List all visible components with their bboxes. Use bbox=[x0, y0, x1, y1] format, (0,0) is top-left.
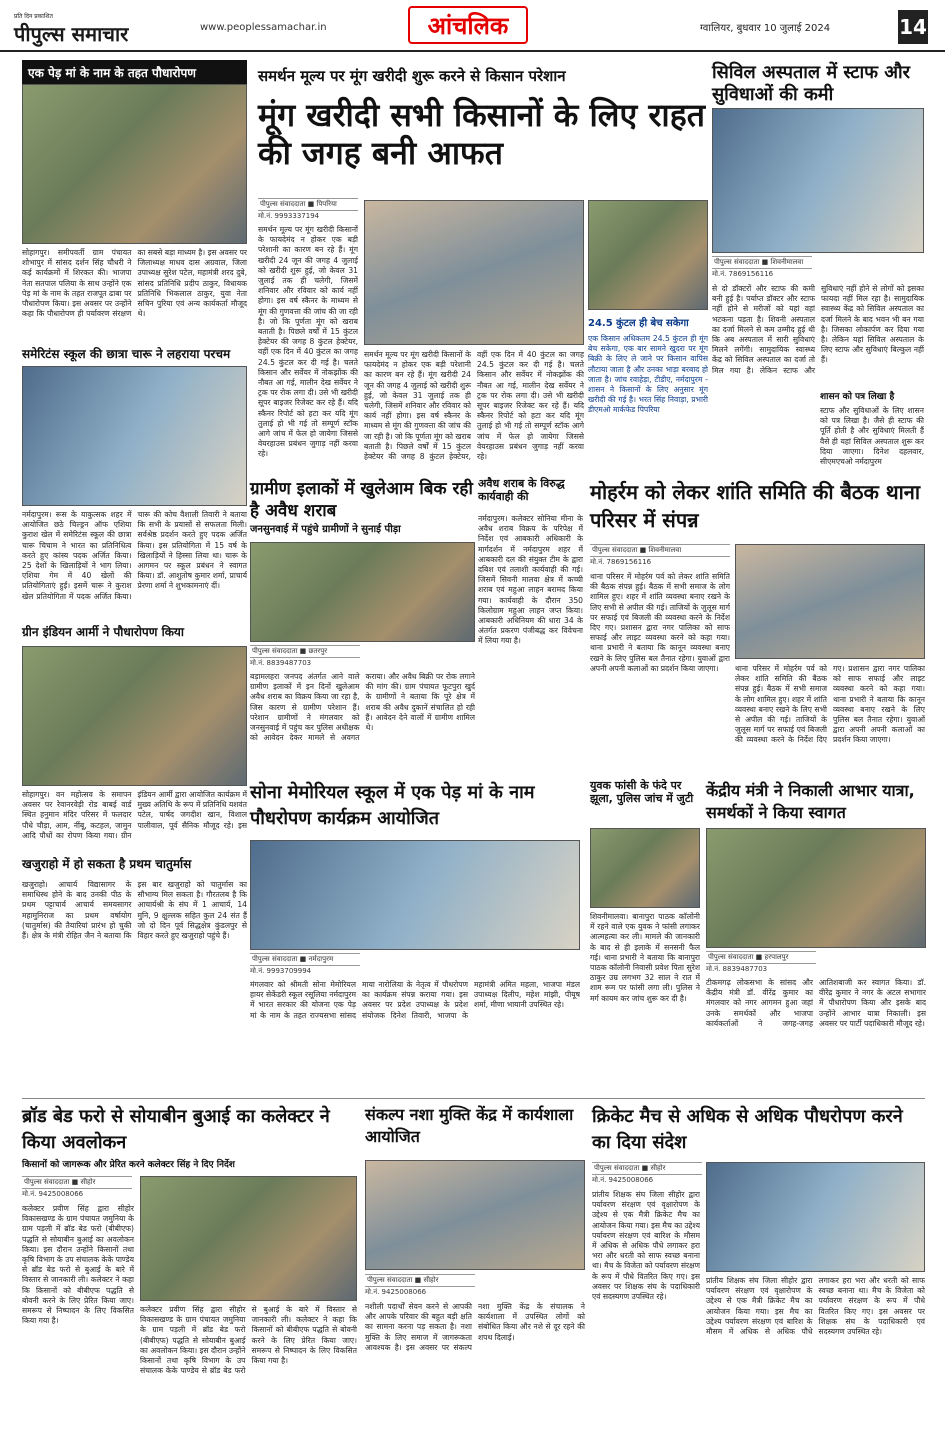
story-13-headline: खजुराहो में हो सकता है प्रथम चातुर्मास bbox=[22, 857, 192, 871]
story-4-headline: सिविल अस्पताल में स्टाफ और सुविधाओं की कमी bbox=[712, 62, 911, 105]
story-8-byline: पीपुल्स संवाददाता ■ शिवनीमालवा bbox=[590, 544, 730, 557]
story-6-body: बड़ामलहरा जनपद अंतर्गत आने वाले ग्रामीण इलाकों में इन दिनों खुलेआम अवैध शराब का विक्रय किया जा रहा है, जिस कारण से ग्रामीण परेशान हैं। परेशान ग्रामीणों ने मंगलवार को जनसुनवाई में पहुंच कर पुलिस अधीक्षक को आवेदन देकर मामले से अवगत कराया। और अवैध बिक्री पर रोक लगाने की मांग की। ग्राम पंचायत फूटपुरा खुर्द के ग्रामीणों ने बताया कि पूरे क्षेत्र में शराब की अवैध दुकानें संचालित हो रही हैं। आवेदन देने वालों में ग्रामीण शामिल थे। bbox=[250, 672, 475, 743]
story-6-photo bbox=[250, 542, 475, 642]
story-14-body: कलेक्टर प्रवीण सिंह द्वारा सीहोर विकासखण्ड के ग्राम पंचायत जमुनिया के ग्राम पड़ली में ब्रॉड बेड फरो (बीबीएफ) पद्धति से सोयाबीन बुआई का अवलोकन किया। इस दौरान उन्होंने किसानों तथा कृषि विभाग के उप संचालक केके पाण्डेय से ब्रॉड बेड फरो से बुआई के बारे में विस्तार से जानकारी ली। कलेक्टर ने कहा कि किसानों को बीबीएफ पद्धति से बोवनी करने के लिए प्रेरित किया जाए। समरूप से निष्पादन के लिए विकसित किया गया है। bbox=[22, 1204, 134, 1326]
story-13-body: खजुराहो। आचार्य विद्यासागर के समाधिस्थ होने के बाद उनकी पीठ के प्रथम पट्टाचार्य आचार्य समयसागर महामुनिराज का प्रथम वर्षायोग (चातुर्मास) की तैयारियां प्रारंभ हो चुकी हैं। क्षेत्र के मंत्री रोहित जैन ने बताया कि इस बार खजुराहो को चातुर्मास का सौभाग्य मिल सकता है। गौरतलब है कि आचार्यश्री के संघ में 1 आचार्य, 14 मुनि, 9 क्षुल्लक सहित कुल 24 संत हैं जो दो दिन पूर्व सिद्धक्षेत्र कुंडलपुर से विहार करते हुए खजुराहो पहुंचे हैं। bbox=[22, 880, 247, 941]
story-11-body: शिवनीमालवा। बानापुरा पाठक कॉलोनी में रहने वाले एक युवक ने फांसी लगाकर आत्महत्या कर ली। मामले की जानकारी के बाद से ही इलाके में सनसनी फैल गई। थाना प्रभारी ने बताया कि बानापुरा पाठक कॉलोनी निवासी प्रवेश पिता सुरेश ठाकुर उम्र लगभग 32 साल ने रात में शाम रूम पर फांसी लगा ली। पुलिस ने मर्ग कायम कर जांच शुरू कर दी है। bbox=[590, 912, 700, 1003]
story-10-headline: सोना मेमोरियल स्कूल में एक पेड़ मां के नाम पौधरोपण कार्यक्रम आयोजित bbox=[250, 782, 535, 829]
story-2-photo-2 bbox=[588, 200, 708, 310]
story-15-headline: संकल्प नशा मुक्ति केंद्र में कार्यशाला आयोजित bbox=[365, 1105, 574, 1146]
story-9-photo bbox=[22, 646, 247, 786]
story-10-body: मंगलवार को श्रीमती सोना मेमोरियल हायर सेकेंडरी स्कूल रसूलिया नर्मदापुरम में भारत सरकार की योजना एक पेड़ मां के नाम के तहत राज्यसभा सांसद माया नारोलिया के नेतृत्व में पौधरोपण का कार्यक्रम संपन्न कराया गया। इस अवसर पर प्रदेश उपाध्यक्ष के प्रदेश संयोजक दिनेश तिवारी, भाजपा के महामंत्री अमित महला, भाजपा मंडल उपाध्यक्ष दिलीप, महेश मांझी, पीयूष शर्मा, मीणा भायानी उपस्थित रहे। bbox=[250, 980, 580, 1020]
story-14-photo bbox=[140, 1176, 357, 1301]
logo-text: पीपुल्स समाचार bbox=[14, 22, 129, 46]
story-2-body: समर्थन मूल्य पर मूंग खरीदी किसानों के फायदेमंद न होकर एक बड़ी परेशानी का कारण बन रहे हैं। मूंग खरीदी 24 जून की जगह 4 जुलाई को खरीदी शुरू हुई, जो केवल 31 जुलाई तक ही चलेगी, जिसमें शनिवार और रविवार को कार्य नहीं होगा। इस वर्ष स्कैनर के माध्यम से मूंग की गुणवत्ता की जांच की जा रही है। जो कि पूर्णता मूंग को खराब बताती है। पिछले वर्षों में 15 कुंटल हेक्टेयर की जगह 8 कुंटल हेक्टेयर, वहीं एक दिन में 40 कुंटल का जगह 24.5 कुंटल कर दी गई है। चलते किसान और सर्वेयर में नोकझोंक की नौबत आ गई, मालीन देख सर्वेयर ने ट्रक पर रोक लगा दी। उसे भी खरीदी सूपर बाइजर रिजेक्ट कर रहे हैं। यदि स्कैनर रिपोर्ट को हटा कर यदि मूंग तुलाई हो भी गई तो सम्पूर्ण स्टॉक आगे जांच में फेल हो जायेगा जिससे वेयरहाउस प्रबंधन जुगाड़ नहीं करवा रहे। bbox=[258, 225, 358, 459]
story-10-byline: पीपुल्स संवाददाता ■ नर्मदापुरम bbox=[250, 953, 360, 966]
dateline: ग्वालियर, बुधवार 10 जुलाई 2024 bbox=[700, 23, 831, 34]
page-number: 14 bbox=[898, 10, 928, 44]
story-7-headline: अवैध शराब के विरुद्ध कार्यवाही की bbox=[478, 477, 565, 503]
story-12-photo bbox=[706, 828, 926, 948]
story-4-quote: स्टाफ और सुविधाओं के लिए शासन को पत्र लिखा है। जैसे ही स्टाफ की पूर्ति होती है और सुविधाएं मिलती हैं वैसे ही यहां सिविल अस्पताल शुरू कर दिया जाएगा। दिनेश दहलवार, सीएमएचओ नर्मदापुरम bbox=[820, 406, 924, 467]
website-url[interactable]: www.peoplessamachar.in bbox=[200, 22, 327, 33]
story-8-contact: मो.नं. 7869156116 bbox=[590, 558, 652, 566]
story-8-body-cont: थाना परिसर में मोहर्रम पर्व को लेकर शांति समिति की बैठक संपन्न हुई। बैठक में सभी समाज के लोग शामिल हुए। शहर में शांति व्यवस्था बनाए रखने के लिए सभी से अपील की गई। ताजियों के जुलूस मार्ग पर सफाई एवं बिजली की व्यवस्था करने के निर्देश दिए गए। प्रशासन द्वारा नगर पालिका को साफ सफाई और लाइट व्यवस्था करने को कहा गया। थाना प्रभारी ने बताया कि कानून व्यवस्था बनाए रखने के लिए पुलिस बल तैनात रहेगा। युवाओं द्वारा अपनी अपनी कलाओं का प्रदर्शन किया जाएगा। bbox=[735, 664, 925, 745]
story-5-photo bbox=[22, 366, 247, 506]
logo-tagline: प्रति दिन प्रकाशित bbox=[14, 13, 53, 20]
story-1-headline: एक पेड़ मां के नाम के तहत पौधारोपण bbox=[22, 60, 247, 85]
story-8-body: थाना परिसर में मोहर्रम पर्व को लेकर शांति समिति की बैठक संपन्न हुई। बैठक में सभी समाज के लोग शामिल हुए। शहर में शांति व्यवस्था बनाए रखने के लिए सभी से अपील की गई। ताजियों के जुलूस मार्ग पर सफाई एवं बिजली की व्यवस्था करने के निर्देश दिए गए। प्रशासन द्वारा नगर पालिका को साफ सफाई और लाइट व्यवस्था करने को कहा गया। थाना प्रभारी ने बताया कि कानून व्यवस्था बनाए रखने के लिए पुलिस बल तैनात रहेगा। युवाओं द्वारा अपनी अपनी कलाओं का प्रदर्शन किया जाएगा। bbox=[590, 572, 730, 673]
story-14-contact: मो.नं. 9425008066 bbox=[22, 1190, 84, 1198]
story-16-headline: क्रिकेट मैच से अधिक से अधिक पौधरोपण करने का दिया संदेश bbox=[592, 1106, 903, 1153]
story-16-byline: पीपुल्स संवाददाता ■ सीहोर bbox=[592, 1162, 702, 1175]
story-12-contact: मो.नं. 8839487703 bbox=[706, 965, 768, 973]
divider bbox=[22, 1098, 925, 1099]
story-2-photo-1 bbox=[364, 200, 584, 345]
story-7-body: नर्मदापुरम। कलेक्टर सोनिया मीना के अवैध शराब विक्रय के परिपेक्ष में निर्देश एवं आबकारी अधिकारी के मार्गदर्शन में नर्मदापुरम शहर में आबकारी दल की संयुक्त टीम के द्वारा दबिश एवं तलाशी कार्यवाही की गई। जिसमें सिवनी मालवा क्षेत्र में कच्ची शराब एवं महुआ लाहन बरामद किया गया। कार्यवाही के दौरान 350 किलोग्राम महुआ लाहन जप्त किया। आबकारी अधिनियम की धारा 34 के अंतर्गत प्रकरण पंजीबद्ध कर विवेचना में लिया गया है। bbox=[478, 514, 583, 646]
story-8-headline: मोहर्रम को लेकर शांति समिति की बैठक थाना परिसर में संपन्न bbox=[590, 480, 921, 532]
story-2-kicker: समर्थन मूल्य पर मूंग खरीदी शुरू करने से किसान परेशान bbox=[258, 67, 566, 85]
story-2-byline: पीपुल्स संवाददाता ■ पिपरिया bbox=[258, 198, 358, 211]
story-14-byline: पीपुल्स संवाददाता ■ सीहोर bbox=[22, 1176, 132, 1189]
story-14-headline: ब्रॉड बेड फरो से सोयाबीन बुआई का कलेक्टर ने किया अवलोकन bbox=[22, 1106, 330, 1153]
story-1-photo bbox=[22, 84, 247, 244]
story-10-contact: मो.नं. 9993709994 bbox=[250, 967, 312, 975]
story-5-headline: समेरिटंस स्कूल की छात्रा चारू ने लहराया परचम bbox=[22, 347, 231, 361]
story-16-photo bbox=[706, 1162, 925, 1272]
story-4-photo bbox=[712, 108, 924, 253]
story-2-contact: मो.नं. 9993337194 bbox=[258, 212, 320, 220]
story-6-headline: ग्रामीण इलाकों में खुलेआम बिक रही है अवैध शराब bbox=[250, 479, 473, 521]
story-11-photo bbox=[590, 828, 700, 908]
story-4-subhead: शासन को पत्र लिखा है bbox=[820, 392, 895, 402]
story-15-photo bbox=[365, 1160, 585, 1270]
story-16-body-cont: प्रांतीय शिक्षक संघ जिला सीहोर द्वारा पर्यावरण संरक्षण एवं वृक्षारोपण के उद्देश्य से एक मैत्री क्रिकेट मैच का आयोजन किया गया। इस मैच का उद्देश्य पर्यावरण संरक्षण एवं बारिश के मौसम में अधिक से अधिक पौधे लगाकर हरा भरा और धरती को साफ स्वच्छ बनाना था। मैच के विजेता को पर्यावरण संरक्षण के रूप में पौधे वितरित किए गए। इस अवसर पर शिक्षक संघ के पदाधिकारी एवं सदस्यगण उपस्थित रहे। bbox=[706, 1276, 925, 1337]
story-15-body: नशीली पदार्थों सेवन करने से आपकी और आपके परिवार की बहुत बड़ी क्षति का सामना करना पड़ सकता है। नशा मुक्ति के लिए समाज में जागरूकता आवश्यक है। इस अवसर पर संकल्प नशा मुक्ति केंद्र के संचालक ने कार्यशाला में उपस्थित लोगों को संबोधित किया और नशे से दूर रहने की शपथ दिलाई। bbox=[365, 1302, 585, 1352]
story-9-headline: ग्रीन इंडियन आर्मी ने पौधारोपण किया bbox=[22, 625, 184, 639]
story-4-contact: मो.नं. 7869156116 bbox=[712, 270, 774, 278]
story-6-contact: मो.नं. 8839487703 bbox=[250, 659, 312, 667]
story-12-body: टीकमगढ़ लोकसभा के सांसद और केंद्रीय मंत्री डॉ. वीरेंद्र कुमार का मंगलवार को नगर आगमन हुआ जहां उनके समर्थकों और भाजपा कार्यकर्ताओं ने जगह-जगह आतिशबाजी कर स्वागत किया। डॉ. वीरेंद्र कुमार ने नगर के अटल सभागार में पौधारोपण किया और इसके बाद उन्होंने आभार यात्रा निकाली। इस अवसर पर पार्टी पदाधिकारी मौजूद रहे। bbox=[706, 978, 926, 1028]
story-6-subhead: जनसुनवाई में पहुंचे ग्रामीणों ने सुनाई पीड़ा bbox=[250, 524, 401, 535]
story-12-byline: पीपुल्स संवाददाता ■ हरपालपुर bbox=[706, 951, 816, 964]
story-10-photo bbox=[250, 840, 580, 950]
story-15-byline: पीपुल्स संवाददाता ■ सीहोर bbox=[365, 1274, 475, 1287]
story-14-body-cont: कलेक्टर प्रवीण सिंह द्वारा सीहोर विकासखण्ड के ग्राम पंचायत जमुनिया के ग्राम पड़ली में ब्रॉड बेड फरो (बीबीएफ) पद्धति से सोयाबीन बुआई का अवलोकन किया। इस दौरान उन्होंने किसानों तथा कृषि विभाग के उप संचालक केके पाण्डेय से ब्रॉड बेड फरो से बुआई के बारे में विस्तार से जानकारी ली। कलेक्टर ने कहा कि किसानों को बीबीएफ पद्धति से बोवनी करने के लिए प्रेरित किया जाए। समरूप से निष्पादन के लिए विकसित किया गया है। bbox=[140, 1305, 357, 1376]
story-16-body: प्रांतीय शिक्षक संघ जिला सीहोर द्वारा पर्यावरण संरक्षण एवं वृक्षारोपण के उद्देश्य से एक मैत्री क्रिकेट मैच का आयोजन किया गया। इस मैच का उद्देश्य पर्यावरण संरक्षण एवं बारिश के मौसम में अधिक से अधिक पौधे लगाकर हरा भरा और धरती को साफ स्वच्छ बनाना था। मैच के विजेता को पर्यावरण संरक्षण के रूप में पौधे वितरित किए गए। इस अवसर पर शिक्षक संघ के पदाधिकारी एवं सदस्यगण उपस्थित रहे। bbox=[592, 1190, 700, 1302]
story-3-body: एक किसान अधिकतम 24.5 कुंटल ही मूंग बेच सकेगा, एक बार सामने खुदरा पर मूंग बिक्री के लिए ले जाने पर किसान वापिस लौटाया जाता है और उनका भाड़ा बरबाद हो जाता है। जांच रवाहेड़ा, टीडीए, नर्मदापुरम - शासन ने किसानों के लिए अनुसार मूंग खरीदी की गई है। भरत सिंह निवाड़ा, प्रभारी डीएमओ मार्कफेड पिपरिया bbox=[588, 334, 708, 415]
story-6-byline: पीपुल्स संवाददाता ■ छतरपुर bbox=[250, 645, 360, 658]
masthead bbox=[0, 0, 945, 52]
story-5-body: नर्मदापुरम। रूस के याकुत्सक शहर में आयोजित छठे चिल्ड्रन ऑफ एशिया कुराश खेल में समेरिटंस स्कूल की छात्रा चारू चिचाम ने भारत का प्रतिनिधित्व करते हुए कांस्य पदक अर्जित किया। 25 देशों के खिलाड़ियों ने भाग लिया। एशिया गेम में 40 खेलों की प्रतियोगिताएं हुईं। इसमें चारू ने कुराश खेल प्रतियोगिता में पदक अर्जित किया। चारू की कोच वैशाली तिवारी ने बताया कि सभी के प्रयासों से सफलता मिली। सर्वश्रेष्ठ प्रदर्शन करते हुए पदक अर्जित किया। इस प्रतियोगिता में 15 वर्ष के खिलाड़ियों ने हिस्सा लिया था। चारू के आगमन पर स्कूल प्रबंधन ने स्वागत किया। डॉ. आशुतोष कुमार शर्मा, प्राचार्य प्रेरणा शर्मा ने शुभकामनाएं दीं। bbox=[22, 510, 247, 601]
story-4-byline: पीपुल्स संवाददाता ■ शिवनीमालवा bbox=[712, 256, 812, 269]
story-2-body-cont: समर्थन मूल्य पर मूंग खरीदी किसानों के फायदेमंद न होकर एक बड़ी परेशानी का कारण बन रहे हैं। मूंग खरीदी 24 जून की जगह 4 जुलाई को खरीदी शुरू हुई, जो केवल 31 जुलाई तक ही चलेगी, जिसमें शनिवार और रविवार को कार्य नहीं होगा। इस वर्ष स्कैनर के माध्यम से मूंग की गुणवत्ता की जांच की जा रही है। जो कि पूर्णता मूंग को खराब बताती है। पिछले वर्षों में 15 कुंटल हेक्टेयर की जगह 8 कुंटल हेक्टेयर, वहीं एक दिन में 40 कुंटल का जगह 24.5 कुंटल कर दी गई है। चलते किसान और सर्वेयर में नोकझोंक की नौबत आ गई, मालीन देख सर्वेयर ने ट्रक पर रोक लगा दी। उसे भी खरीदी सूपर बाइजर रिजेक्ट कर रहे हैं। यदि स्कैनर रिपोर्ट को हटा कर यदि मूंग तुलाई हो भी गई तो सम्पूर्ण स्टॉक आगे जांच में फेल हो जायेगा जिससे वेयरहाउस प्रबंधन जुगाड़ नहीं करवा रहे। bbox=[364, 350, 584, 462]
story-15-contact: मो.नं. 9425008066 bbox=[365, 1288, 427, 1296]
story-2-headline: मूंग खरीदी सभी किसानों के लिए राहत की जगह बनी आफत bbox=[258, 96, 705, 172]
section-title: आंचलिक bbox=[408, 6, 528, 44]
story-9-body: सोहागपुर। वन महोत्सव के समापन अवसर पर रेवानरवेड़ी रोड बाबई वार्ड स्थित हनुमान मंदिर परिसर में फलदार पौधे चौड़ा, आम, नींबू, कटहल, जामुन आदि पौधों का रोपण किया गया। ग्रीन इंडियन आर्मी द्वारा आयोजित कार्यक्रम में मुख्य अतिथि के रूप में प्रतिनिधि यशवंत पटेल, पार्षद जगदीश खान, विशाल पालीवाल, पूर्व सैनिक मौजूद रहे। इस bbox=[22, 790, 247, 840]
story-16-contact: मो.नं. 9425008066 bbox=[592, 1176, 654, 1184]
story-8-photo bbox=[735, 544, 925, 659]
newspaper-logo bbox=[14, 12, 128, 47]
story-12-headline: केंद्रीय मंत्री ने निकाली आभार यात्रा, समर्थकों ने किया स्वागत bbox=[706, 781, 915, 822]
story-14-subhead: किसानों को जागरूक और प्रेरित करने कलेक्टर सिंह ने दिए निर्देश bbox=[22, 1160, 235, 1170]
story-4-body: से दो डॉक्टरों और स्टाफ की कमी बनी हुई है। पर्याप्त डॉक्टर और स्टाफ नहीं होने से मरीजों को यहां वहां भटकना पड़ता है। शिवनी अस्पताल का दर्जा मिलने से कम उम्मीद हुई थी कि अब अस्पताल में सारी सुविधाएं मिलने लगेंगी। सामुदायिक स्वास्थ्य केंद्र को सिविल अस्पताल का दर्जा तो मिल गया है। लेकिन स्टाफ और सुविधाएं नहीं होने से लोगों को इसका फायदा नहीं मिल रहा है। सामुदायिक स्वास्थ्य केंद्र को सिविल अस्पताल का दर्जा मिलने के बाद भवन भी बन गया है। जिसका लोकार्पण कर दिया गया है। लेकिन यहां सिविल अस्पताल के लिए स्टाफ और सुविधाएं बिल्कुल नहीं हैं। bbox=[712, 284, 924, 375]
story-11-headline: युवक फांसी के फंदे पर झूला, पुलिस जांच में जुटी bbox=[590, 779, 694, 805]
story-1-body: सोहागपुर। समीपवर्ती ग्राम पंचायत शोभापुर में सांसद दर्शन सिंह चौधरी ने कई कार्यक्रमों में शिरकत की। भाजपा नेता सतपाल पलिया के साथ उन्होंने एक पेड़ मां के नाम के तहत राजपूत ढाबा पर पौधारोपण किया। इस अवसर पर उन्होंने कहा कि पौधारोपण ही पर्यावरण संरक्षण का सबसे बड़ा माध्यम है। इस अवसर पर जिलाध्यक्ष माधव दास अग्रवाल, जिला उपाध्यक्ष सुरेश पटेल, महामंत्री शरद दुबे, सांसद प्रतिनिधि प्रदीप ठाकुर, विधायक प्रतिनिधि भिकलाल ठाकुर, युवा नेता सचिन पुरिया एवं अन्य कार्यकर्ता मौजूद थे। bbox=[22, 248, 247, 319]
story-3-headline: 24.5 कुंटल ही बेच सकेगा bbox=[588, 318, 689, 329]
